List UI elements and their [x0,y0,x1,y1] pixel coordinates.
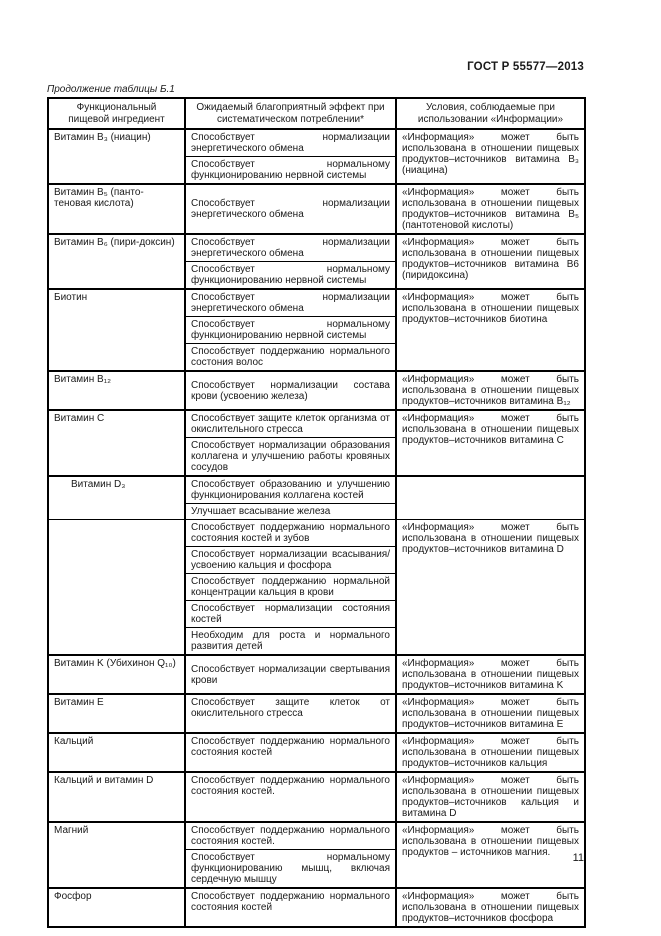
condition-cell: «Информация» может быть использована в отношении пищевых продуктов–источников витамина K [396,655,585,694]
table-body [48,129,585,927]
ingredient-cell: Магний [48,822,185,888]
table-header-row [48,98,585,129]
condition-cell: «Информация» может быть использована в отношении пищевых продуктов–источников биотина [396,289,585,371]
effect-cell: Способствует нормализации образования коллагена и улучшению работы кровяных сосудов [185,438,396,477]
effect-cell: Способствует нормализации свертывания крови [185,655,396,694]
doc-number: ГОСТ Р 55577—2013 [467,61,584,73]
effect-cell: Способствует нормализации энергетического обмена [185,289,396,317]
condition-cell: «Информация» может быть использована в отношении пищевых продуктов – источников магния. [396,822,585,888]
table-row [48,476,585,504]
effect-cell: Способствует нормальному функционированию нервной системы [185,262,396,290]
ingredients-table [47,97,586,928]
table-row [48,289,585,317]
ingredient-cell: Витамин E [48,694,185,733]
ingredient-cell: Кальций и витамин D [48,772,185,822]
table-row [48,520,585,547]
header-effect: Ожидаемый благоприятный эффект при систематическом потреблении* [185,98,396,129]
effect-cell: Способствует поддержанию нормального состояния костей и зубов [185,520,396,547]
condition-cell: «Информация» может быть использована в отношении пищевых продуктов–источников витамина B₁₂ [396,371,585,410]
ingredient-cell: Витамин B₃ (ниацин) [48,129,185,184]
effect-cell: Способствует поддержанию нормального состояния костей. [185,822,396,850]
condition-cell: «Информация» может быть использована в отношении пищевых продуктов–источников фосфора [396,888,585,927]
effect-cell: Способствует нормальному функционированию нервной системы [185,317,396,344]
effect-cell: Способствует поддержанию нормального состояния костей [185,888,396,927]
table-row [48,822,585,850]
ingredient-cell [48,520,185,656]
condition-cell: «Информация» может быть использована в отношении пищевых продуктов–источников витамина B₅ (пантотеновой кислоты) [396,184,585,234]
table-row [48,234,585,262]
effect-cell: Способствует нормализации состава крови (усвоению железа) [185,371,396,410]
condition-cell [396,476,585,520]
ingredient-cell: Биотин [48,289,185,371]
condition-cell: «Информация» может быть использована в отношении пищевых продуктов–источников витамина D [396,520,585,656]
ingredient-cell: Витамин D₃ [48,476,185,520]
header-ingredient: Функциональный пищевой ингредиент [48,98,185,129]
effect-cell: Способствует поддержанию нормального состония волос [185,344,396,372]
effect-cell: Улучшает всасывание железа [185,504,396,520]
effect-cell: Способствует поддержанию нормального состояния костей [185,733,396,772]
effect-cell: Способствует поддержанию нормального состояния костей. [185,772,396,822]
header-conditions: Условия, соблюдаемые при использовании «Информации» [396,98,585,129]
condition-cell: «Информация» может быть использована в отношении пищевых продуктов–источников витамина E [396,694,585,733]
effect-cell: Способствует поддержанию нормальной концентрации кальция в крови [185,574,396,601]
table-row [48,129,585,157]
effect-cell: Способствует нормализации энергетического обмена [185,234,396,262]
condition-cell: «Информация» может быть использована в отношении пищевых продуктов–источников витамина B₃ (ниацина) [396,129,585,184]
page-number: 11 [572,852,584,864]
ingredient-cell: Витамин B₅ (панто-теновая кислота) [48,184,185,234]
table-row [48,733,585,772]
ingredient-cell: Витамин B₁₂ [48,371,185,410]
effect-cell: Способствует нормализации состояния костей [185,601,396,628]
table-row [48,772,585,822]
effect-cell: Способствует нормализации всасывания/усвоению кальция и фосфора [185,547,396,574]
ingredient-cell: Фосфор [48,888,185,927]
table-row [48,184,585,234]
table-row [48,655,585,694]
condition-cell: «Информация» может быть использована в отношении пищевых продуктов–источников кальция [396,733,585,772]
ingredient-cell: Кальций [48,733,185,772]
table-row [48,410,585,438]
table-caption: Продолжение таблицы Б.1 [47,84,175,95]
effect-cell: Способствует нормализации энергетического обмена [185,184,396,234]
effect-cell: Необходим для роста и нормального развития детей [185,628,396,656]
effect-cell: Способствует защите клеток организма от окислительного стресса [185,410,396,438]
effect-cell: Способствует защите клеток от окислительного стресса [185,694,396,733]
table-row [48,371,585,410]
condition-cell: «Информация» может быть использована в отношении пищевых продуктов–источников витамина B6 (пиридоксина) [396,234,585,289]
effect-cell: Способствует образованию и улучшению функционирования коллагена костей [185,476,396,504]
table-row [48,694,585,733]
condition-cell: «Информация» может быть использована в отношении пищевых продуктов–источников кальция и витамина D [396,772,585,822]
effect-cell: Способствует нормальному функционированию мышц, включая сердечную мышцу [185,850,396,889]
condition-cell: «Информация» может быть использована в отношении пищевых продуктов–источников витамина C [396,410,585,476]
table-row [48,888,585,927]
effect-cell: Способствует нормализации энергетического обмена [185,129,396,157]
ingredient-cell: Витамин B₆ (пири-доксин) [48,234,185,289]
ingredient-cell: Витамин K (Убихинон Q₁₀) [48,655,185,694]
effect-cell: Способствует нормальному функционированию нервной системы [185,157,396,185]
ingredient-cell: Витамин C [48,410,185,476]
